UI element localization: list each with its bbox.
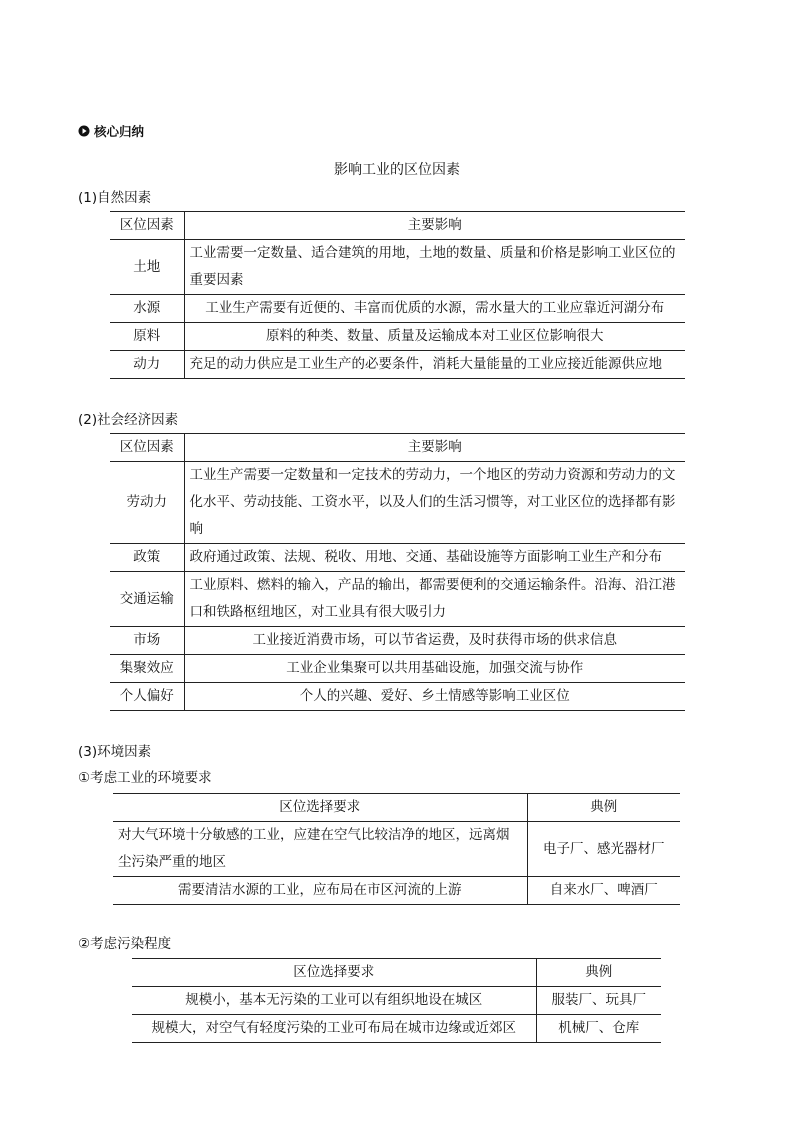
header-label: 核心归纳	[94, 124, 145, 139]
effect-cell: 政府通过政策、法规、税收、用地、交通、基础设施等方面影响工业生产和分布	[184, 544, 685, 572]
requirement-cell: 需要清洁水源的工业，应布局在市区河流的上游	[113, 877, 527, 905]
example-cell: 自来水厂、啤酒厂	[527, 877, 680, 905]
factor-cell: 交通运输	[110, 572, 184, 627]
table-header-row	[132, 959, 661, 987]
effect-cell: 工业企业集聚可以共用基础设施，加强交流与协作	[184, 655, 685, 683]
social-factors-table	[110, 433, 685, 711]
column-header: 典例	[536, 959, 661, 987]
factor-cell: 土地	[110, 240, 184, 295]
table-row	[113, 822, 680, 877]
requirement-cell: 规模大，对空气有轻度污染的工业可布局在城市边缘或近郊区	[132, 1015, 536, 1043]
column-header: 主要影响	[184, 434, 685, 462]
section-header	[78, 122, 144, 140]
column-header: 典例	[527, 794, 680, 822]
social-heading: (2)社会经济因素	[78, 412, 179, 428]
table-row	[110, 323, 685, 351]
effect-cell: 个人的兴趣、爱好、乡土情感等影响工业区位	[184, 683, 685, 711]
table-header-row	[110, 434, 685, 462]
table-row	[113, 877, 680, 905]
column-header: 区位因素	[110, 212, 184, 240]
table-row	[110, 655, 685, 683]
play-circle-icon	[78, 125, 90, 137]
column-header: 区位因素	[110, 434, 184, 462]
example-cell: 服装厂、玩具厂	[536, 987, 661, 1015]
table-row	[110, 240, 685, 295]
factor-cell: 个人偏好	[110, 683, 184, 711]
table-row	[110, 627, 685, 655]
column-header: 主要影响	[184, 212, 685, 240]
factor-cell: 水源	[110, 295, 184, 323]
env-sub1-heading: ①考虑工业的环境要求	[78, 770, 212, 786]
natural-heading: (1)自然因素	[78, 190, 152, 206]
env-heading: (3)环境因素	[78, 744, 152, 760]
factor-cell: 政策	[110, 544, 184, 572]
effect-cell: 工业原料、燃料的输入，产品的输出，都需要便利的交通运输条件。沿海、沿江港口和铁路枢纽地区，对工业具有很大吸引力	[184, 572, 685, 627]
table-header-row	[113, 794, 680, 822]
pollution-level-table	[132, 958, 661, 1043]
effect-cell: 工业需要一定数量、适合建筑的用地，土地的数量、质量和价格是影响工业区位的重要因素	[184, 240, 685, 295]
table-row	[110, 683, 685, 711]
column-header: 区位选择要求	[113, 794, 527, 822]
factor-cell: 市场	[110, 627, 184, 655]
effect-cell: 充足的动力供应是工业生产的必要条件，消耗大量能量的工业应接近能源供应地	[184, 351, 685, 379]
factor-cell: 原料	[110, 323, 184, 351]
table-row	[110, 572, 685, 627]
factor-cell: 集聚效应	[110, 655, 184, 683]
table-row	[132, 1015, 661, 1043]
column-header: 区位选择要求	[132, 959, 536, 987]
table-row	[110, 544, 685, 572]
requirement-cell: 对大气环境十分敏感的工业，应建在空气比较洁净的地区，远离烟尘污染严重的地区	[113, 822, 527, 877]
table-row	[132, 987, 661, 1015]
effect-cell: 工业接近消费市场，可以节省运费，及时获得市场的供求信息	[184, 627, 685, 655]
factor-cell: 动力	[110, 351, 184, 379]
requirement-cell: 规模小，基本无污染的工业可以有组织地设在城区	[132, 987, 536, 1015]
effect-cell: 原料的种类、数量、质量及运输成本对工业区位影响很大	[184, 323, 685, 351]
table-row	[110, 295, 685, 323]
factor-cell: 劳动力	[110, 462, 184, 544]
table-row	[110, 351, 685, 379]
example-cell: 机械厂、仓库	[536, 1015, 661, 1043]
effect-cell: 工业生产需要有近便的、丰富而优质的水源，需水量大的工业应靠近河湖分布	[184, 295, 685, 323]
effect-cell: 工业生产需要一定数量和一定技术的劳动力，一个地区的劳动力资源和劳动力的文化水平、劳动技能、工资水平，以及人们的生活习惯等，对工业区位的选择都有影响	[184, 462, 685, 544]
env-requirements-table	[113, 793, 680, 905]
table-row	[110, 462, 685, 544]
natural-factors-table	[110, 211, 685, 379]
example-cell: 电子厂、感光器材厂	[527, 822, 680, 877]
table-header-row	[110, 212, 685, 240]
page-title: 影响工业的区位因素	[334, 162, 460, 178]
env-sub2-heading: ②考虑污染程度	[78, 936, 172, 952]
